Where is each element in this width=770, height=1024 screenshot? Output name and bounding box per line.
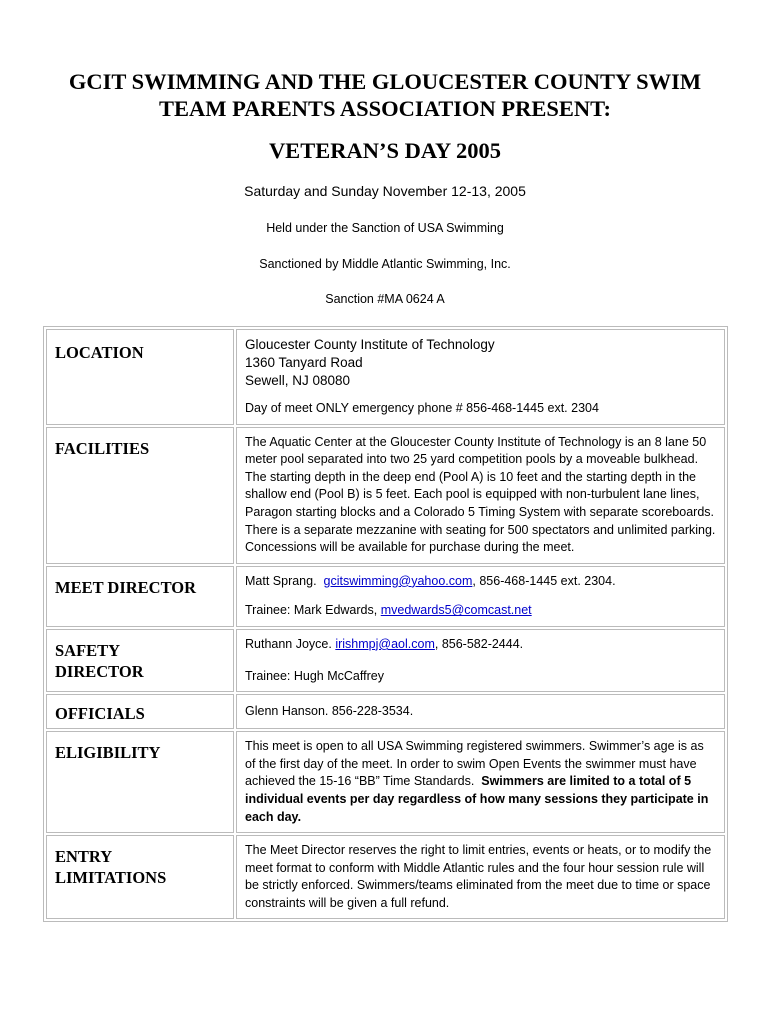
safety-label-line1: SAFETY [55,640,121,660]
title-line-1: GCIT SWIMMING AND THE GLOUCESTER COUNTY SWIM [68,69,702,94]
row-officials [46,694,725,729]
meet-director-label: MEET DIRECTOR [46,566,234,627]
meet-director-phone: , 856-468-1445 ext. 2304. [472,573,616,588]
location-line2: 1360 Tanyard Road [245,355,363,370]
location-line3: Sewell, NJ 08080 [245,373,351,388]
entry-limitations-text: The Meet Director reserves the right to limit entries, events or heats, or to modify the meet format to conform with Middle Atlantic rules and the four hour session rule will be strictly enforced. Swimmers/teams eliminated from the meet due to time or space constraints will be given a full refund. [236,835,725,919]
row-facilities [46,427,725,564]
facilities-text: The Aquatic Center at the Gloucester County Institute of Technology is an 8 lane 50 meter pool separated into two 25 yard competition pools by a moveable bulkhead. The starting depth in the deep end (Pool A) is 10 feet and the starting depth in the shallow end (Pool B) is 5 feet. Each pool is equipped with non-turbulent lane lines, Paragon starting blocks and a Colorado 5 Timing System with separate scoreboards. There is a separate mezzanine with seating for 500 spectators and unlimited parking. Concessions will be available for purchase during the meet. [236,427,725,564]
meet-director-line [245,573,716,591]
safety-director-email-link[interactable]: irishmpj@aol.com [335,636,435,651]
row-eligibility [46,731,725,833]
meet-info-table [43,326,728,922]
sanction-number: Sanction #MA 0624 A [325,292,445,306]
location-label: LOCATION [46,329,234,425]
eligibility-content [236,731,725,833]
meet-director-name: Matt Sprang. [245,573,317,588]
sanction-line: Held under the Sanction of USA Swimming [266,221,504,235]
meet-director-email-link[interactable]: gcitswimming@yahoo.com [323,573,473,588]
entry-label-line1: ENTRY [55,847,113,867]
safety-director-trainee: Trainee: Hugh McCaffrey [245,668,384,683]
event-dates: Saturday and Sunday November 12-13, 2005 [244,183,526,199]
eligibility-limit: Swimmers are limited to a total of 5 individual events per day regardless of how many sessions they participate in each day. [245,774,709,824]
safety-director-name: Ruthann Joyce. [245,636,332,651]
eligibility-label: ELIGIBILITY [46,731,234,833]
entry-limitations-label [46,835,234,919]
entry-label-line2: LIMITATIONS [55,868,167,888]
safety-director-phone: , 856-582-2444. [434,636,524,651]
emergency-phone: Day of meet ONLY emergency phone # 856-468-1445 ext. 2304 [245,401,599,415]
safety-director-content [236,629,725,692]
trainee-email-link[interactable]: mvedwards5@comcast.net [380,603,532,618]
title-line-2: TEAM PARENTS ASSOCIATION PRESENT: [159,96,611,121]
document-title [0,68,770,122]
officials-label: OFFICIALS [46,694,234,729]
row-entry-limitations [46,835,725,919]
row-location [46,329,725,425]
event-title: VETERAN’S DAY 2005 [268,138,502,163]
meet-director-trainee [245,602,716,620]
location-content [236,329,725,425]
meet-director-trainee-name: Trainee: Mark Edwards, [245,603,378,618]
eligibility-text: This meet is open to all USA Swimming registered swimmers. Swimmer’s age is as of the first day of the meet. In order to swim Open Events the swimmer must have achieved the 15-16 “BB” Time Standards. [245,739,704,789]
safety-label-line2: DIRECTOR [55,661,144,681]
safety-director-label [46,629,234,692]
officials-text: Glenn Hanson. 856-228-3534. [236,694,725,729]
meet-director-content [236,566,725,627]
sanctioned-by: Sanctioned by Middle Atlantic Swimming, Inc. [259,257,511,271]
row-meet-director [46,566,725,627]
safety-director-line [245,636,716,654]
row-safety-director [46,629,725,692]
facilities-label: FACILITIES [46,427,234,564]
location-line1: Gloucester County Institute of Technology [245,337,495,352]
